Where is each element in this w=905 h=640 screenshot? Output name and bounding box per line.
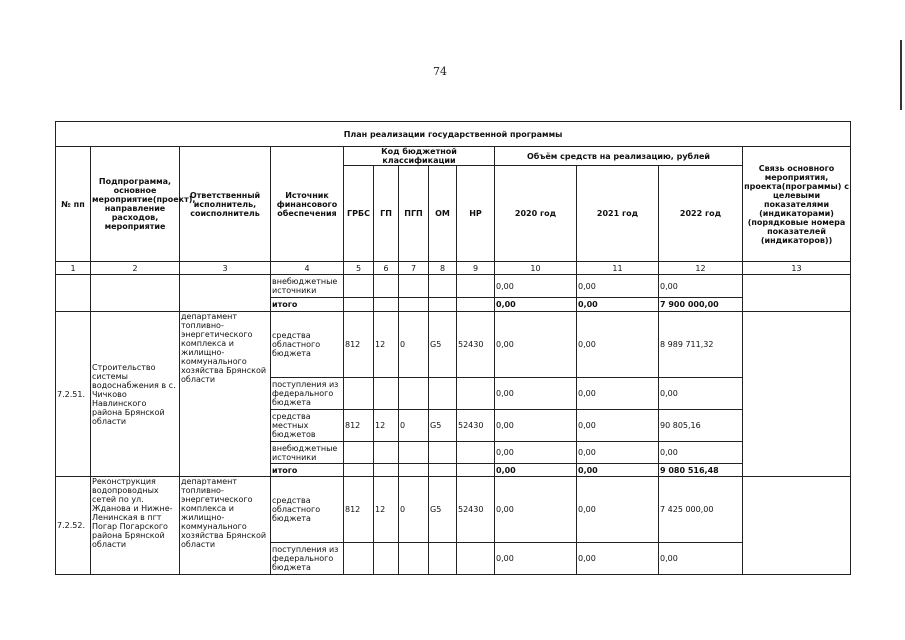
source-cell: поступления из федерального бюджета: [271, 543, 344, 575]
link-cell: [743, 477, 851, 575]
np-cell: 52430: [457, 477, 495, 543]
source-cell: поступления из федерального бюджета: [271, 378, 344, 410]
value-2020: 0,00: [495, 464, 577, 477]
value-2021: 0,00: [577, 312, 659, 378]
value-2021: 0,00: [577, 410, 659, 442]
np-cell: 52430: [457, 410, 495, 442]
om-cell: G5: [429, 477, 457, 543]
np-cell: [457, 275, 495, 298]
table-title: План реализации государственной программы: [56, 122, 851, 147]
value-2021: 0,00: [577, 543, 659, 575]
page-number: 74: [433, 65, 447, 78]
gp-cell: 12: [374, 410, 399, 442]
gp-cell: 12: [374, 312, 399, 378]
pgp-cell: [399, 275, 429, 298]
pgp-cell: 0: [399, 312, 429, 378]
header-2022: 2022 год: [659, 166, 743, 262]
value-2020: 0,00: [495, 312, 577, 378]
col-number: 2: [91, 262, 180, 275]
grbs-cell: [344, 464, 374, 477]
gp-cell: [374, 298, 399, 312]
grbs-cell: [344, 442, 374, 464]
value-2020: 0,00: [495, 275, 577, 298]
header-source: Источник финансового обеспечения: [271, 147, 344, 262]
item-name: Строительство системы водоснабжения в с. Чичково Навлинского района Брянской области: [91, 312, 180, 477]
col-number: 8: [429, 262, 457, 275]
value-2022: 8 989 711,32: [659, 312, 743, 378]
np-cell: [457, 464, 495, 477]
value-2020: 0,00: [495, 410, 577, 442]
col-number: 5: [344, 262, 374, 275]
source-cell: внебюджетные источники: [271, 275, 344, 298]
header-om: ОМ: [429, 166, 457, 262]
header-grbs: ГРБС: [344, 166, 374, 262]
np-cell: [457, 543, 495, 575]
col-number: 11: [577, 262, 659, 275]
source-cell: внебюджетные источники: [271, 442, 344, 464]
value-2021: 0,00: [577, 275, 659, 298]
header-2020: 2020 год: [495, 166, 577, 262]
value-2022: 0,00: [659, 275, 743, 298]
value-2020: 0,00: [495, 298, 577, 312]
pgp-cell: 0: [399, 477, 429, 543]
scan-edge-mark: [900, 40, 902, 110]
grbs-cell: 812: [344, 410, 374, 442]
grbs-cell: 812: [344, 312, 374, 378]
om-cell: [429, 298, 457, 312]
np-cell: [457, 298, 495, 312]
om-cell: G5: [429, 410, 457, 442]
value-2022: 7 425 000,00: [659, 477, 743, 543]
grbs-cell: [344, 378, 374, 410]
source-cell: итого: [271, 298, 344, 312]
gp-cell: [374, 464, 399, 477]
col-number: 1: [56, 262, 91, 275]
item-number: 7.2.51.: [56, 312, 91, 477]
link-cell: [743, 275, 851, 312]
np-cell: [457, 442, 495, 464]
om-cell: [429, 442, 457, 464]
header-budget-code: Код бюджетной классификации: [344, 147, 495, 166]
om-cell: [429, 464, 457, 477]
pgp-cell: [399, 298, 429, 312]
value-2022: 7 900 000,00: [659, 298, 743, 312]
header-pgp: ПГП: [399, 166, 429, 262]
pgp-cell: [399, 464, 429, 477]
gp-cell: 12: [374, 477, 399, 543]
value-2021: 0,00: [577, 298, 659, 312]
pgp-cell: [399, 378, 429, 410]
item-number: 7.2.52.: [56, 477, 91, 575]
table-row: [56, 477, 851, 543]
value-2020: 0,00: [495, 543, 577, 575]
source-cell: средства областного бюджета: [271, 312, 344, 378]
empty-cell: [56, 275, 91, 312]
np-cell: [457, 378, 495, 410]
item-responsible: департамент топливно-энергетического комплекса и жилищно-коммунального хозяйства Брянской области: [180, 312, 271, 477]
header-subprogram: Подпрограмма, основное мероприятие(проект), направление расходов, мероприятие: [91, 147, 180, 262]
value-2022: 0,00: [659, 442, 743, 464]
col-number: 6: [374, 262, 399, 275]
gp-cell: [374, 378, 399, 410]
empty-cell: [91, 275, 180, 312]
col-number: 4: [271, 262, 344, 275]
pgp-cell: [399, 543, 429, 575]
column-number-row: [56, 262, 851, 275]
item-name: Реконструкция водопроводных сетей по ул. Жданова и Нижне-Ленинская в пгт Погар Погарского района Брянской области: [91, 477, 180, 575]
col-number: 12: [659, 262, 743, 275]
gp-cell: [374, 442, 399, 464]
header-gp: ГП: [374, 166, 399, 262]
col-number: 7: [399, 262, 429, 275]
np-cell: 52430: [457, 312, 495, 378]
header-np: НР: [457, 166, 495, 262]
gp-cell: [374, 543, 399, 575]
source-cell: средства областного бюджета: [271, 477, 344, 543]
pgp-cell: 0: [399, 410, 429, 442]
grbs-cell: 812: [344, 477, 374, 543]
link-cell: [743, 312, 851, 477]
value-2020: 0,00: [495, 442, 577, 464]
header-2021: 2021 год: [577, 166, 659, 262]
col-number: 10: [495, 262, 577, 275]
pgp-cell: [399, 442, 429, 464]
value-2022: 90 805,16: [659, 410, 743, 442]
grbs-cell: [344, 543, 374, 575]
value-2020: 0,00: [495, 378, 577, 410]
header-volume: Объём средств на реализацию, рублей: [495, 147, 743, 166]
value-2020: 0,00: [495, 477, 577, 543]
table-row: [56, 312, 851, 378]
header-num: № пп: [56, 147, 91, 262]
om-cell: [429, 378, 457, 410]
value-2022: 0,00: [659, 378, 743, 410]
plan-table: [55, 121, 851, 575]
value-2022: 9 080 516,48: [659, 464, 743, 477]
value-2021: 0,00: [577, 442, 659, 464]
grbs-cell: [344, 275, 374, 298]
source-cell: средства местных бюджетов: [271, 410, 344, 442]
col-number: 3: [180, 262, 271, 275]
source-cell: итого: [271, 464, 344, 477]
header-responsible: Ответственный исполнитель, соисполнитель: [180, 147, 271, 262]
header-link: Связь основного мероприятия, проекта(программы) с целевыми показателями (индикаторами) (порядковые номера показателей (индикаторов)): [743, 147, 851, 262]
grbs-cell: [344, 298, 374, 312]
col-number: 9: [457, 262, 495, 275]
om-cell: [429, 543, 457, 575]
value-2021: 0,00: [577, 378, 659, 410]
value-2022: 0,00: [659, 543, 743, 575]
om-cell: G5: [429, 312, 457, 378]
gp-cell: [374, 275, 399, 298]
table-row: [56, 275, 851, 298]
col-number: 13: [743, 262, 851, 275]
om-cell: [429, 275, 457, 298]
value-2021: 0,00: [577, 477, 659, 543]
item-responsible: департамент топливно-энергетического комплекса и жилищно-коммунального хозяйства Брянской области: [180, 477, 271, 575]
empty-cell: [180, 275, 271, 312]
value-2021: 0,00: [577, 464, 659, 477]
